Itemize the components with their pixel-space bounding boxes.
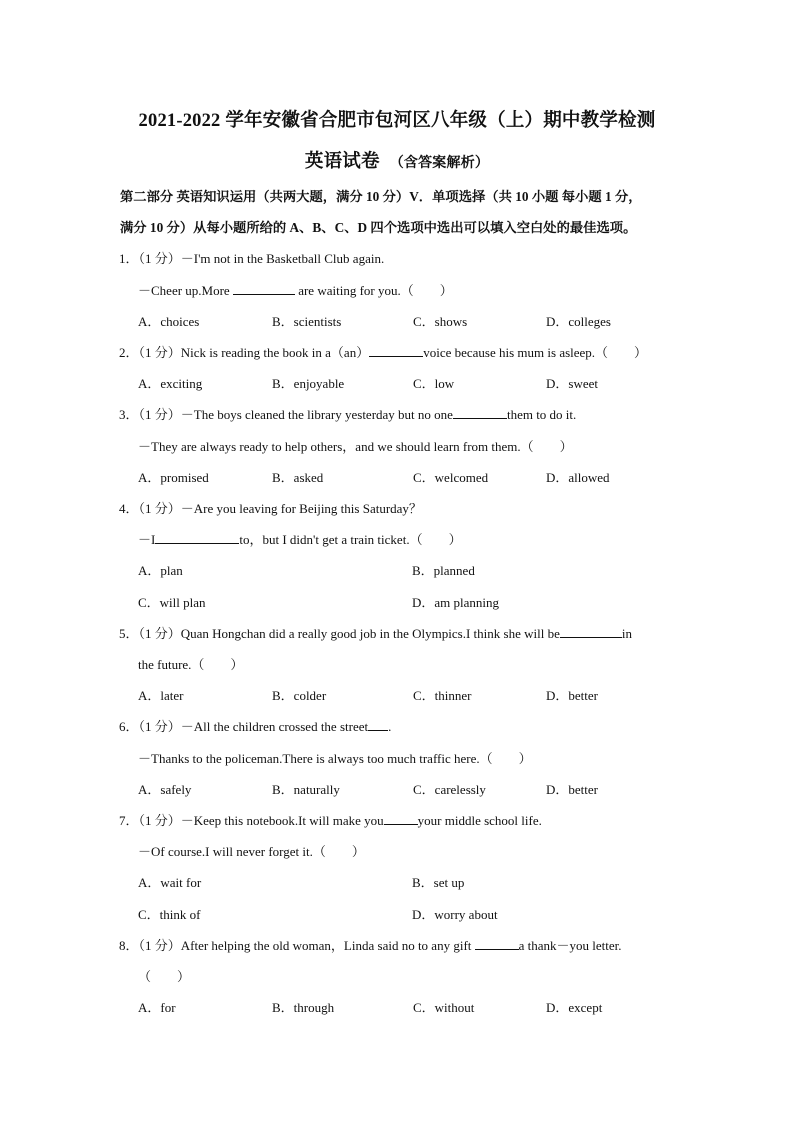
question-5-option-b[interactable]: B．colder	[272, 688, 327, 703]
section-instructions-line1: 第二部分 英语知识运用（共两大题，满分 10 分）V．单项选择（共 10 小题 每小题 1 分，	[120, 189, 642, 204]
question-6-option-b[interactable]: B．naturally	[272, 782, 340, 797]
question-1-option-c[interactable]: C．shows	[413, 314, 468, 329]
question-7-dialog: －Of course.I will never forget it.（ ）	[138, 844, 365, 859]
question-5-continuation: the future.（ ）	[138, 657, 244, 672]
question-4-option-d[interactable]: D．am planning	[412, 595, 500, 610]
section-instructions-line2: 满分 10 分）从每小题所给的 A、B、C、D 四个选项中选出可以填入空白处的最佳选项。	[120, 220, 637, 235]
question-3-stem: 3．（1 分）－The boys cleaned the library yesterday but no one them to do it.	[119, 407, 577, 422]
question-2-option-a[interactable]: A．exciting	[138, 376, 203, 391]
question-5-stem: 5．（1 分）Quan Hongchan did a really good job in the Olympics.I think she will be in	[119, 626, 632, 641]
question-1-option-d[interactable]: D．colleges	[546, 314, 611, 329]
exam-title-line2	[0, 147, 794, 173]
answer-blank	[384, 812, 418, 825]
question-4-dialog: －I to，but I didn't get a train ticket.（ ）	[138, 532, 462, 547]
question-2-option-d[interactable]: D．sweet	[546, 376, 598, 391]
question-1-dialog: －Cheer up.More are waiting for you.（ ）	[138, 283, 453, 298]
question-7-option-c[interactable]: C．think of	[138, 907, 201, 922]
answer-blank	[233, 282, 295, 295]
question-3-option-a[interactable]: A．promised	[138, 470, 209, 485]
question-8-option-d[interactable]: D．except	[546, 1000, 603, 1015]
question-4-option-c[interactable]: C．will plan	[138, 595, 206, 610]
question-8-option-b[interactable]: B．through	[272, 1000, 335, 1015]
exam-title-line1: 2021-2022 学年安徽省合肥市包河区八年级（上）期中教学检测	[138, 111, 656, 131]
question-7-option-a[interactable]: A．wait for	[138, 875, 202, 890]
answer-blank	[155, 531, 239, 544]
answer-blank	[475, 937, 519, 950]
question-5-option-d[interactable]: D．better	[546, 688, 598, 703]
question-7-option-b[interactable]: B．set up	[412, 875, 465, 890]
question-3-option-b[interactable]: B．asked	[272, 470, 324, 485]
question-6-option-a[interactable]: A．safely	[138, 782, 192, 797]
question-4-stem: 4．（1 分）－Are you leaving for Beijing this Saturday？	[119, 501, 422, 516]
question-3-option-d[interactable]: D．allowed	[546, 470, 610, 485]
question-7-option-d[interactable]: D．worry about	[412, 907, 498, 922]
question-5-option-a[interactable]: A．later	[138, 688, 184, 703]
question-3-option-c[interactable]: C．welcomed	[413, 470, 489, 485]
question-8-option-c[interactable]: C．without	[413, 1000, 475, 1015]
question-1-option-a[interactable]: A．choices	[138, 314, 200, 329]
answer-blank	[369, 344, 423, 357]
question-3-dialog: －They are always ready to help others，and we should learn from them.（ ）	[138, 439, 573, 454]
question-8-answer-paren: （ ）	[138, 969, 191, 984]
answer-blank	[560, 625, 622, 638]
question-2-stem: 2．（1 分）Nick is reading the book in a（an） voice because his mum is asleep.（ ）	[119, 345, 648, 360]
question-1-option-b[interactable]: B．scientists	[272, 314, 342, 329]
question-6-option-c[interactable]: C．carelessly	[413, 782, 486, 797]
question-5-option-c[interactable]: C．thinner	[413, 688, 472, 703]
question-6-dialog: －Thanks to the policeman.There is always too much traffic here.（ ）	[138, 751, 532, 766]
question-1-stem: 1．（1 分）－I'm not in the Basketball Club again.	[119, 251, 385, 266]
exam-title-note: （含答案解析）	[389, 156, 490, 171]
question-8-stem: 8．（1 分）After helping the old woman，Linda said no to any gift a thank－you letter.	[119, 938, 622, 953]
question-7-stem: 7．（1 分）－Keep this notebook.It will make you your middle school life.	[119, 813, 542, 828]
question-6-option-d[interactable]: D．better	[546, 782, 598, 797]
question-2-option-b[interactable]: B．enjoyable	[272, 376, 345, 391]
question-4-option-b[interactable]: B．planned	[412, 563, 475, 578]
question-8-option-a[interactable]: A．for	[138, 1000, 176, 1015]
question-2-option-c[interactable]: C．low	[413, 376, 455, 391]
exam-title-subject: 英语试卷	[304, 152, 380, 172]
answer-blank	[453, 406, 507, 419]
question-6-stem: 6．（1 分）－All the children crossed the street .	[119, 719, 392, 734]
question-4-option-a[interactable]: A．plan	[138, 563, 183, 578]
answer-blank	[368, 718, 388, 731]
